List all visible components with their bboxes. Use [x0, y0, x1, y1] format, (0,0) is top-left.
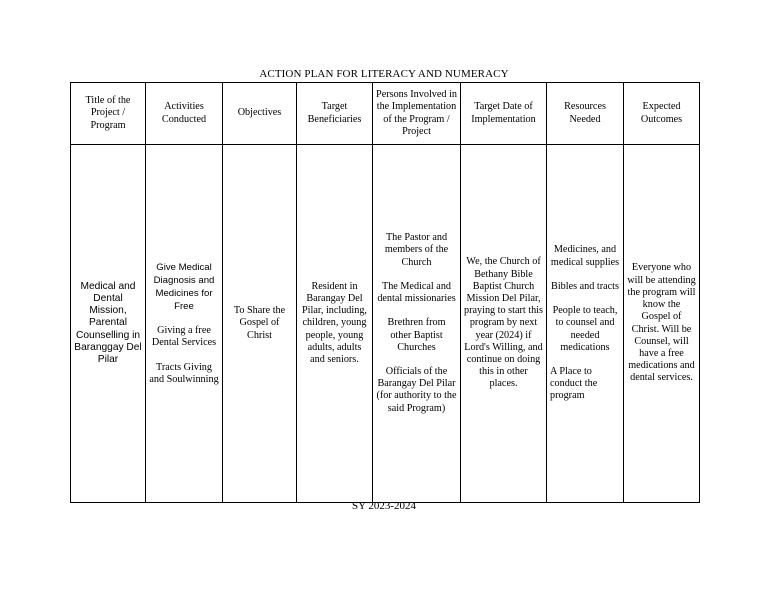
person-item-4: Officials of the Barangay Del Pilar (for authority to the said Program) [376, 365, 457, 414]
school-year-footer: SY 2023-2024 [351, 500, 417, 512]
header-persons-involved: Persons Involved in the Implementation of the Program / Project [373, 83, 461, 145]
project-title-text: Medical and Dental Mission, Parental Counselling in Baranggay Del Pilar [74, 280, 142, 365]
header-target-beneficiaries: Target Beneficiaries [297, 83, 373, 145]
resource-item-2: Bibles and tracts [551, 280, 619, 292]
person-item-1: The Pastor and members of the Church [384, 232, 449, 268]
cell-activities [146, 145, 223, 503]
person-item-3: Brethren from other Baptist Churches [387, 317, 446, 353]
resource-item-3: People to teach, to counsel and needed medications [552, 305, 618, 353]
header-objectives: Objectives [223, 83, 297, 145]
outcomes-text: Everyone who will be attending the program will know the Gospel of Christ. Will be Counsel, will have a free medications and dental services. [627, 262, 696, 384]
cell-resources [547, 145, 624, 503]
cell-beneficiaries [297, 145, 373, 503]
cell-expected-outcomes [624, 145, 700, 503]
document-title: ACTION PLAN FOR LITERACY AND NUMERACY [259, 68, 509, 80]
cell-project-title [71, 145, 146, 503]
cell-persons-involved [373, 145, 461, 503]
beneficiaries-text: Resident in Barangay Del Pilar, including, children, young people, young adults, adults and seniors. [302, 280, 367, 365]
table-row [71, 145, 700, 503]
activity-item-2: Giving a free Dental Services [151, 325, 217, 349]
objectives-text: To Share the Gospel of Christ [233, 305, 286, 341]
target-date-text: We, the Church of Bethany Bible Baptist Church Mission Del Pilar, praying to start this program by next year (2024) if Lord's Willing, and continue on doing this in other places. [464, 256, 543, 390]
header-target-date: Target Date of Implementation [461, 83, 547, 145]
activity-item-3: Tracts Giving and Soulwinning [149, 361, 219, 385]
action-plan-table [70, 82, 700, 503]
header-expected-outcomes: Expected Outcomes [624, 83, 700, 145]
person-item-2: The Medical and dental missionaries [377, 280, 456, 305]
cell-target-date [461, 145, 547, 503]
header-title-of-project: Title of the Project / Program [71, 83, 146, 145]
activity-item-1: Give Medical Diagnosis and Medicines for Free [153, 262, 215, 313]
header-resources-needed: Resources Needed [547, 83, 624, 145]
resource-item-4: A Place to conduct the program [550, 365, 598, 402]
header-activities: Activities Conducted [146, 83, 223, 145]
cell-objectives [223, 145, 297, 503]
table-header-row [71, 83, 700, 145]
resource-item-1: Medicines, and medical supplies [550, 244, 620, 268]
